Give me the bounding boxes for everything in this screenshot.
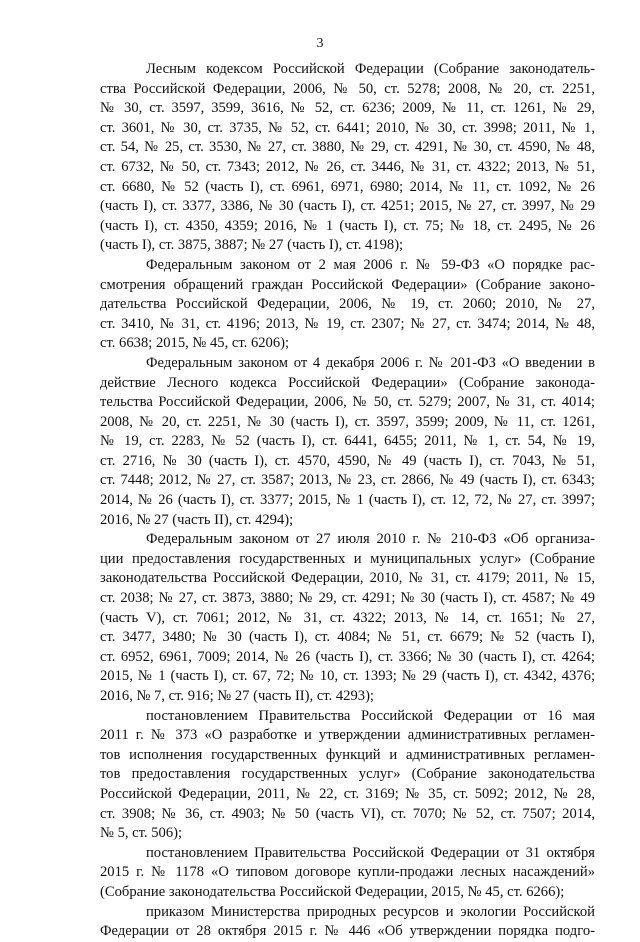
- text-line: тов предоставления государственных услуг» (Собрание законодательства: [100, 766, 595, 783]
- text-line: ст. 2716, № 30 (часть I), ст. 4570, 4590, № 49 (часть I), ст. 7043, № 51,: [100, 452, 595, 469]
- text-line: ст. 54, № 25, ст. 3530, № 27, ст. 3880, № 29, ст. 4291, № 30, ст. 4590, № 48,: [100, 139, 595, 156]
- page-number: 3: [316, 36, 324, 51]
- text-line: Федерации от 28 октября 2015 г. № 446 «Об утверждении порядка подго-: [100, 923, 595, 940]
- text-line: № 19, ст. 2283, № 52 (часть I), ст. 6441, 6455; 2011, № 1, ст. 54, № 19,: [100, 433, 595, 450]
- text-line: (часть I), ст. 3875, 3887; № 27 (часть I), ст. 4198);: [100, 237, 404, 254]
- text-line: 2016, № 27 (часть II), ст. 4294);: [100, 511, 294, 528]
- text-line: 2015, № 1 (часть I), ст. 67, 72; № 10, ст. 1393; № 29 (часть I), ст. 4342, 4376;: [100, 668, 595, 685]
- text-line: ст. 7448; 2012, № 27, ст. 3587; 2013, № 23, ст. 2866, № 49 (часть I), ст. 6343;: [100, 472, 595, 489]
- text-line: № 5, ст. 506);: [100, 825, 183, 842]
- text-line: ст. 6638; 2015, № 45, ст. 6206);: [100, 335, 290, 352]
- text-line: (часть I), ст. 4350, 4359; 2016, № 1 (часть I), ст. 75; № 18, ст. 2495, № 26: [100, 217, 595, 234]
- text-line: тельства Российской Федерации, 2006, № 50, ст. 5279; 2007, № 31, ст. 4014;: [100, 394, 595, 411]
- text-line: тов исполнения государственных функций и административных регламен-: [100, 746, 595, 763]
- text-line: дательства Российской Федерации, 2006, № 19, ст. 2060; 2010, № 27,: [100, 296, 595, 313]
- text-line: постановлением Правительства Российской Федерации от 31 октября: [146, 844, 595, 861]
- text-line: ст. 6732, № 50, ст. 7343; 2012, № 26, ст. 3446, № 31, ст. 4322; 2013, № 51,: [100, 158, 595, 175]
- text-line: постановлением Правительства Российской Федерации от 16 мая: [146, 707, 595, 724]
- text-line: ст. 3410, № 31, ст. 4196; 2013, № 19, ст. 2307; № 27, ст. 3474; 2014, № 48,: [100, 315, 595, 332]
- text-line: приказом Министерства природных ресурсов и экологии Российской: [146, 903, 595, 920]
- text-line: ст. 3908; № 36, ст. 4903; № 50 (часть VI), ст. 7070; № 52, ст. 7507; 2014,: [100, 805, 595, 822]
- text-line: (часть V), ст. 7061; 2012, № 31, ст. 4322; 2013, № 14, ст. 1651; № 27,: [100, 609, 595, 626]
- text-line: законодательства Российской Федерации, 2010, № 31, ст. 4179; 2011, № 15,: [100, 570, 595, 587]
- document-body: [100, 60, 595, 942]
- text-line: ст. 6952, 6961, 7009; 2014, № 26 (часть I), ст. 3366; № 30 (часть I), ст. 4264;: [100, 648, 595, 665]
- text-line: ст. 3477, 3480; № 30 (часть I), ст. 4084; № 51, ст. 6679; № 52 (часть I),: [100, 629, 595, 646]
- text-line: 2015 г. № 1178 «О типовом договоре купли-продажи лесных насаждений»: [100, 864, 595, 881]
- text-line: действие Лесного кодекса Российской Федерации» (Собрание законода-: [100, 374, 595, 391]
- text-line: (Собрание законодательства Российской Федерации, 2015, № 45, ст. 6266);: [100, 883, 565, 900]
- text-line: ст. 2038; № 27, ст. 3873, 3880; № 29, ст. 4291; № 30 (часть I), ст. 4587; № 49: [100, 590, 595, 607]
- text-line: № 30, ст. 3597, 3599, 3616, № 52, ст. 6236; 2009, № 11, ст. 1261, № 29,: [100, 100, 595, 117]
- text-line: 2014, № 26 (часть I), ст. 3377; 2015, № 1 (часть I), ст. 12, 72, № 27, ст. 3997;: [100, 492, 595, 509]
- text-line: 2016, № 7, ст. 916; № 27 (часть II), ст. 4293);: [100, 688, 374, 704]
- text-line: Лесным кодексом Российской Федерации (Собрание законодатель-: [146, 61, 595, 77]
- text-line: Российской Федерации, 2011, № 22, ст. 3169; № 35, ст. 5092; 2012, № 28,: [100, 785, 595, 802]
- text-line: ст. 3601, № 30, ст. 3735, № 52, ст. 6441; 2010, № 30, ст. 3998; 2011, № 1,: [100, 119, 595, 136]
- text-line: ст. 6680, № 52 (часть I), ст. 6961, 6971, 6980; 2014, № 11, ст. 1092, № 26: [100, 178, 595, 195]
- text-line: (часть I), ст. 3377, 3386, № 30 (часть I), ст. 4251; 2015, № 27, ст. 3997, № 29: [100, 198, 595, 215]
- text-line: ства Российской Федерации, 2006, № 50, ст. 5278; 2008, № 20, ст. 2251,: [100, 80, 595, 97]
- text-line: Федеральным законом от 27 июля 2010 г. № 210-ФЗ «Об организа-: [146, 531, 595, 548]
- text-line: Федеральным законом от 4 декабря 2006 г. № 201-ФЗ «О введении в: [146, 354, 595, 371]
- text-line: Федеральным законом от 2 мая 2006 г. № 59-ФЗ «О порядке рас-: [146, 256, 595, 273]
- text-line: ции предоставления государственных и муниципальных услуг» (Собрание: [100, 550, 595, 567]
- text-line: смотрения обращений граждан Российской Федерации» (Собрание законо-: [100, 276, 595, 293]
- text-line: 2008, № 20, ст. 2251, № 30 (часть I), ст. 3597, 3599; 2009, № 11, ст. 1261,: [100, 413, 595, 430]
- text-line: 2011 г. № 373 «О разработке и утверждении административных регламен-: [100, 727, 595, 744]
